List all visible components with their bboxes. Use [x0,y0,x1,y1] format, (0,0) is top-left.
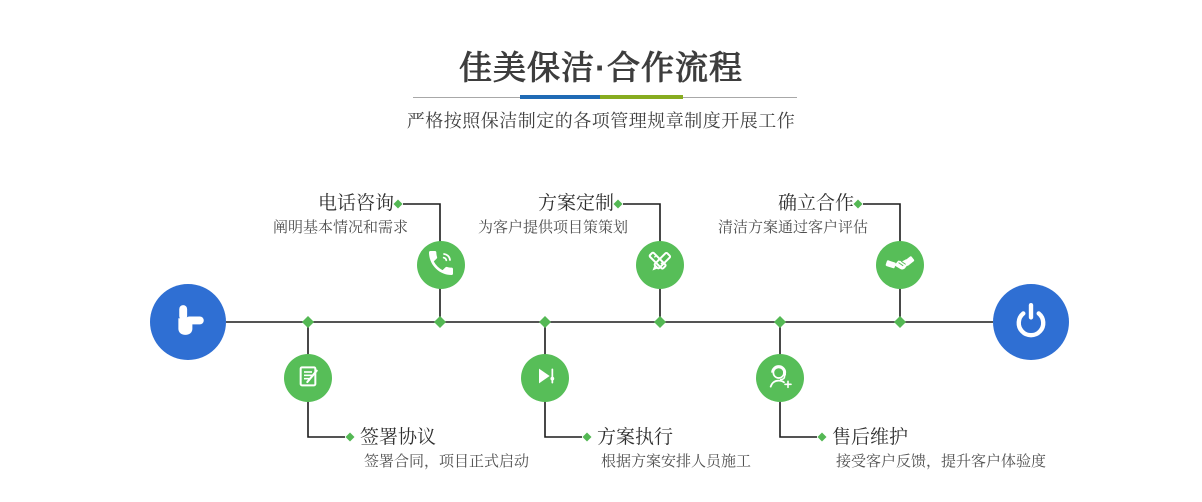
step-title: 售后维护 [832,427,909,448]
step-desc: 清洁方案通过客户评估 [717,219,868,236]
step-title: 方案执行 [597,427,674,448]
step-circle-customize [636,241,684,289]
handshake-icon [884,247,916,284]
timeline-end-node [993,284,1069,360]
timeline-start-node [150,284,226,360]
play-execute-icon [529,360,561,397]
step-title: 电话咨询 [317,193,394,214]
step-desc: 为客户提供项目策策划 [477,219,628,236]
step-circle-aftersale [756,354,804,402]
step-execute [597,426,751,471]
step-circle-execute [521,354,569,402]
step-customize [478,192,628,237]
step-title: 确立合作 [777,193,854,214]
page-title: 佳美保洁·合作流程 [459,49,743,86]
step-desc: 阐明基本情况和需求 [272,219,408,236]
step-aftersale [832,426,1046,471]
step-desc: 根据方案安排人员施工 [601,453,752,470]
step-title: 方案定制 [537,193,614,214]
step-desc: 签署合同，项目正式启动 [364,453,530,470]
power-icon [1010,299,1052,346]
step-consult [273,192,408,237]
hand-pointer-icon [167,299,209,346]
pencil-ruler-icon [644,247,676,284]
phone-call-icon [425,247,457,284]
step-cooperate [718,192,868,237]
sign-document-icon [292,360,324,397]
step-circle-consult [417,241,465,289]
step-sign [360,426,529,471]
step-desc: 接受客户反馈，提升客户体验度 [836,453,1047,470]
step-circle-cooperate [876,241,924,289]
page-subtitle: 严格按照保洁制定的各项管理规章制度开展工作 [406,111,796,131]
step-title: 签署协议 [360,427,437,448]
step-circle-sign [284,354,332,402]
headset-plus-icon [764,360,796,397]
